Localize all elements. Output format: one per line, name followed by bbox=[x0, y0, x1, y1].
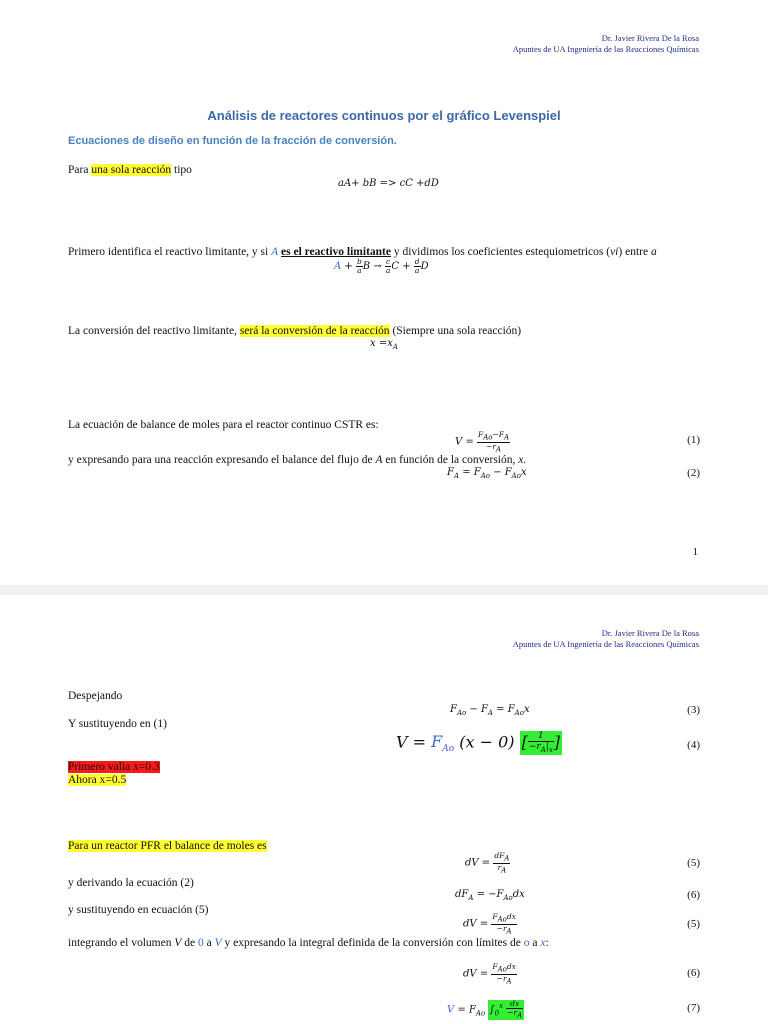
paragraph-limiting-reagent: Primero identifica el reactivo limitante, y si A es el reactivo limitante y dividimos los coeficientes estequiometricos (νi) entre a bbox=[68, 246, 657, 258]
page-header bbox=[513, 33, 699, 55]
equation-6b-number: (6) bbox=[687, 967, 700, 979]
equation-6: $dF_A = -F_{Ao}dx$ bbox=[455, 889, 525, 902]
header-author: Dr. Javier Rivera De la Rosa bbox=[601, 628, 699, 638]
note-now-value: Ahora x=0.5 bbox=[68, 774, 127, 786]
paragraph-single-reaction: Para una sola reacción tipo bbox=[68, 164, 192, 176]
equation-3: $F_{Ao} - F_A = F_{Ao}x$ bbox=[450, 704, 530, 717]
header-course: Apuntes de UA Ingeniería de las Reacciones Químicas bbox=[512, 639, 699, 649]
page-title: Análisis de reactores continuos por el gráfico Levenspiel bbox=[207, 108, 561, 123]
note-first-value: Primero valia x=0.3 bbox=[68, 761, 160, 773]
page-number: 1 bbox=[692, 546, 698, 558]
equation-normalized-reaction: A + $\frac{b}{a}$ B → $\frac{c}{a}$ C + $\frac{d}{a}$ D bbox=[334, 257, 429, 275]
header-course: Apuntes de UA Ingeniería de las Reacciones Químicas bbox=[512, 44, 699, 54]
equation-reaction: aA+ bB => cC +dD bbox=[338, 178, 439, 189]
equation-6b: dV = $\frac{F_{Ao}dx}{-r_A}$ bbox=[463, 962, 516, 985]
page-2 bbox=[0, 595, 768, 1024]
equation-5-number: (5) bbox=[687, 857, 700, 869]
equation-1: V = $\frac{F_{Ao}-F_A}{-r_A}$ bbox=[455, 430, 510, 453]
equation-5: dV = $\frac{dF_A}{r_A}$ bbox=[465, 851, 510, 874]
highlight-single-reaction: una sola reacción bbox=[91, 164, 172, 176]
equation-1-number: (1) bbox=[687, 434, 700, 446]
paragraph-substituting-5: y sustituyendo en ecuación (5) bbox=[68, 904, 209, 916]
bold-limiting-reagent: es el reactivo limitante bbox=[281, 246, 391, 258]
paragraph-conversion: La conversión del reactivo limitante, será la conversión de la reacción (Siempre una sola reacción) bbox=[68, 325, 522, 337]
equation-7-number: (7) bbox=[687, 1002, 700, 1014]
equation-6-number: (6) bbox=[687, 889, 700, 901]
equation-4-number: (4) bbox=[687, 739, 700, 751]
equation-2-number: (2) bbox=[687, 467, 700, 479]
equation-x: $x =x_A$ bbox=[370, 338, 398, 351]
paragraph-substituting: Y sustituyendo en (1) bbox=[68, 718, 167, 730]
paragraph-despejando: Despejando bbox=[68, 690, 123, 702]
paragraph-integrating: integrando el volumen V de 0 a V y expresando la integral definida de la conversión con límites de o a x: bbox=[68, 937, 549, 949]
paragraph-pfr-balance: Para un reactor PFR el balance de moles es bbox=[68, 840, 267, 852]
section-subtitle: Ecuaciones de diseño en función de la fracción de conversión. bbox=[68, 135, 397, 147]
paragraph-deriving: y derivando la ecuación (2) bbox=[68, 877, 194, 889]
equation-4: $V = F_{Ao}$ (x − 0) [ $\frac{1}{-r_A|_x}$ ] bbox=[396, 731, 561, 755]
equation-2: $F_A = F_{Ao} - F_{Ao}x$ bbox=[447, 467, 527, 480]
header-author: Dr. Javier Rivera De la Rosa bbox=[601, 33, 699, 43]
page-gap bbox=[0, 585, 768, 595]
paragraph-cstr-balance: La ecuación de balance de moles para el reactor continuo CSTR es: bbox=[68, 419, 379, 431]
equation-5b: dV = $\frac{F_{Ao}dx}{-r_A}$ bbox=[463, 912, 516, 935]
paragraph-flow-balance: y expresando para una reacción expresando el balance del flujo de A en función de la conversión, x. bbox=[68, 454, 527, 466]
highlight-conversion: será la conversión de la reacción bbox=[239, 325, 390, 337]
equation-3-number: (3) bbox=[687, 704, 700, 716]
page-header bbox=[513, 628, 699, 650]
equation-5b-number: (5) bbox=[687, 918, 700, 930]
equation-7: $V = F_{Ao}$ $\int_0^x$ $\frac{dx}{-r_A}$ bbox=[447, 999, 523, 1020]
